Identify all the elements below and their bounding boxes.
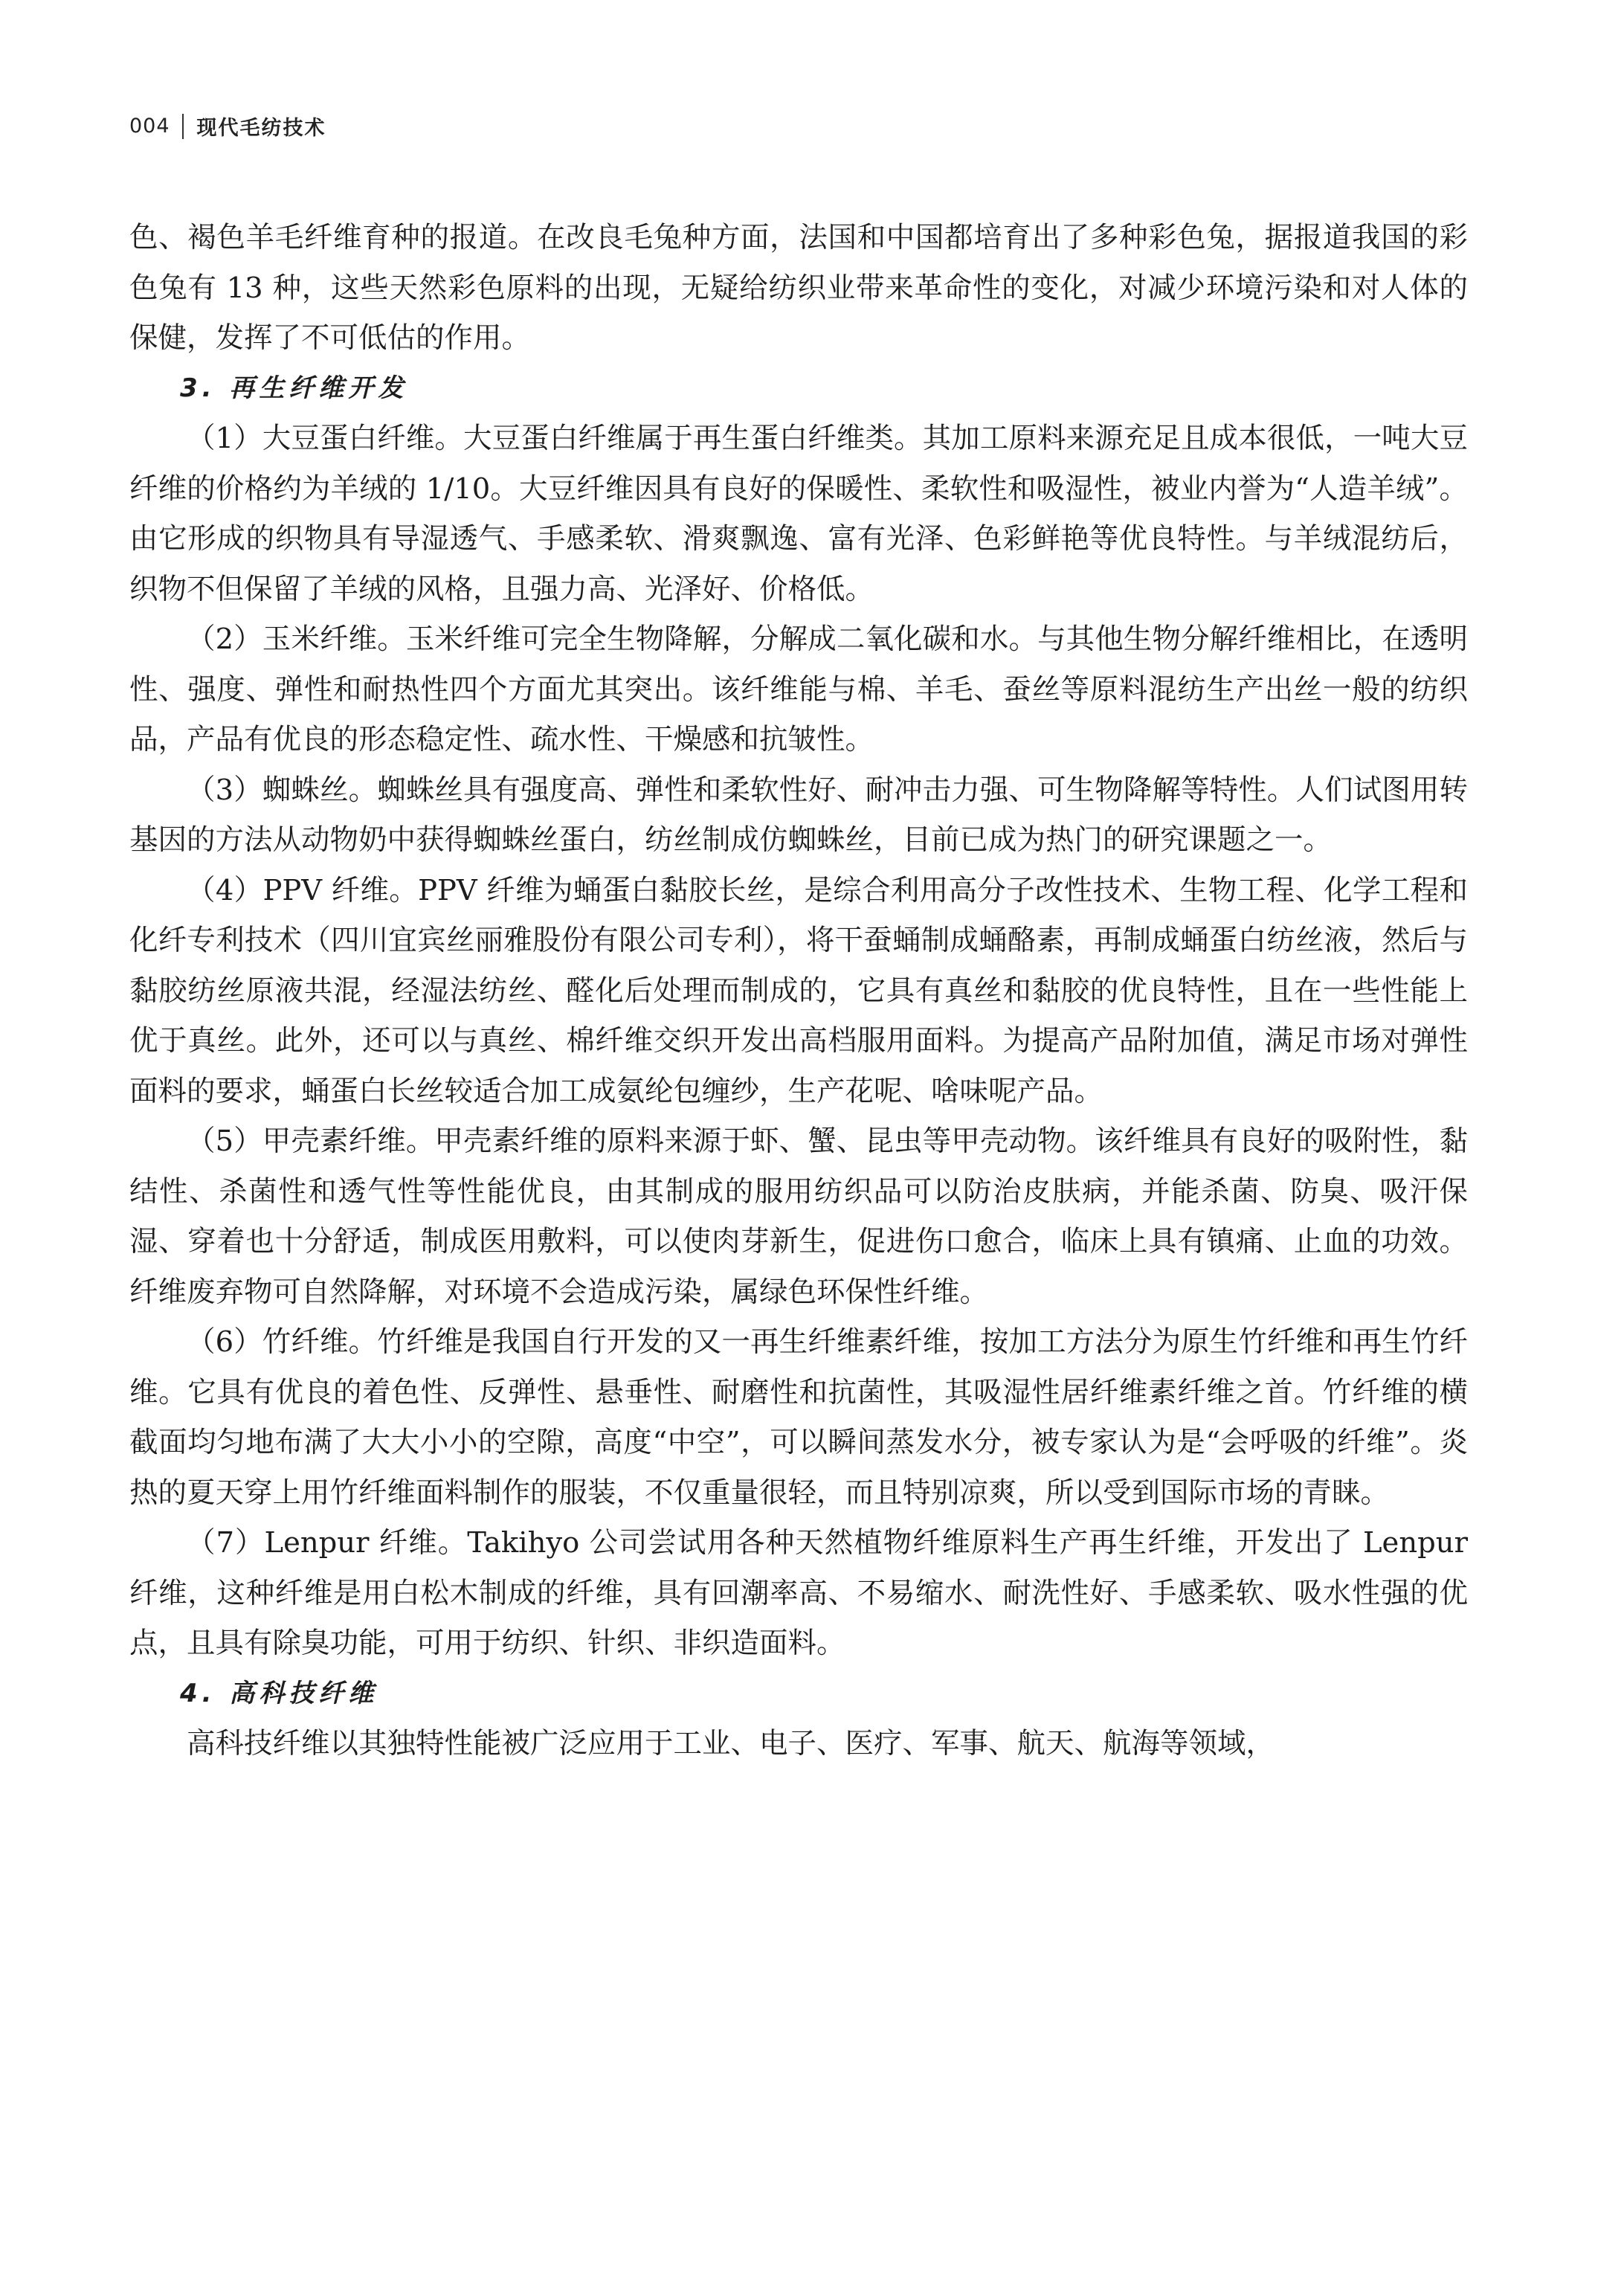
- book-title: 现代毛纺技术: [196, 117, 326, 140]
- section-heading-regenerated-fibers: 3. 再生纤维开发: [180, 373, 408, 403]
- paragraph-lenpur-fiber: （7）Lenpur 纤维。Takihyo 公司尝试用各种天然植物纤维原料生产再生纤维，开发出了 Lenpur 纤维，这种纤维是用白松木制成的纤维，具有回潮率高、不易缩水、耐洗性好、手感柔软、吸水性强的优点，且具有除臭功能，可用于纺织、针织、非织造面料。: [129, 1526, 1468, 1660]
- paragraph-bamboo-fiber: （6）竹纤维。竹纤维是我国自行开发的又一再生纤维素纤维，按加工方法分为原生竹纤维和再生竹纤维。它具有优良的着色性、反弹性、悬垂性、耐磨性和抗菌性，其吸湿性居纤维素纤维之首。竹纤维的横截面均匀地布满了大大小小的空隙，高度“中空”，可以瞬间蒸发水分，被专家认为是“会呼吸的纤维”。炎热的夏天穿上用竹纤维面料制作的服装，不仅重量很轻，而且特别凉爽，所以受到国际市场的青睐。: [129, 1325, 1468, 1510]
- paragraph-spider-silk: （3）蜘蛛丝。蜘蛛丝具有强度高、弹性和柔软性好、耐冲击力强、可生物降解等特性。人们试图用转基因的方法从动物奶中获得蜘蛛丝蛋白，纺丝制成仿蜘蛛丝，目前已成为热门的研究课题之一。: [129, 773, 1468, 857]
- paragraph-chitin-fiber: （5）甲壳素纤维。甲壳素纤维的原料来源于虾、蟹、昆虫等甲壳动物。该纤维具有良好的吸附性，黏结性、杀菌性和透气性等性能优良，由其制成的服用纺织品可以防治皮肤病，并能杀菌、防臭、吸汗保湿、穿着也十分舒适，制成医用敷料，可以使肉芽新生，促进伤口愈合，临床上具有镇痛、止血的功效。纤维废弃物可自然降解，对环境不会造成污染，属绿色环保性纤维。: [129, 1125, 1468, 1309]
- page-number: 004: [129, 115, 170, 138]
- paragraph-corn-fiber: （2）玉米纤维。玉米纤维可完全生物降解，分解成二氧化碳和水。与其他生物分解纤维相比，在透明性、强度、弹性和耐热性四个方面尤其突出。该纤维能与棉、羊毛、蚕丝等原料混纺生产出丝一般的纺织品，产品有优良的形态稳定性、疏水性、干燥感和抗皱性。: [129, 623, 1468, 756]
- header-divider: [182, 114, 184, 139]
- paragraph-high-tech-intro: 高科技纤维以其独特性能被广泛应用于工业、电子、医疗、军事、航天、航海等领域，: [187, 1727, 1275, 1760]
- running-head: [129, 112, 326, 141]
- section-heading-high-tech-fibers: 4. 高科技纤维: [180, 1678, 378, 1708]
- paragraph-continuation: 色、褐色羊毛纤维育种的报道。在改良毛兔种方面，法国和中国都培育出了多种彩色兔，据报道我国的彩色兔有 13 种，这些天然彩色原料的出现，无疑给纺织业带来革命性的变化，对减少环境污染和对人体的保健，发挥了不可低估的作用。: [129, 221, 1468, 355]
- page-body: [129, 213, 1468, 1769]
- paragraph-soy-protein-fiber: （1）大豆蛋白纤维。大豆蛋白纤维属于再生蛋白纤维类。其加工原料来源充足且成本很低，一吨大豆纤维的价格约为羊绒的 1/10。大豆纤维因具有良好的保暖性、柔软性和吸湿性，被业内誉为“人造羊绒”。由它形成的织物具有导湿透气、手感柔软、滑爽飘逸、富有光泽、色彩鲜艳等优良特性。与羊绒混纺后，织物不但保留了羊绒的风格，且强力高、光泽好、价格低。: [129, 422, 1468, 606]
- paragraph-ppv-fiber: （4）PPV 纤维。PPV 纤维为蛹蛋白黏胶长丝，是综合利用高分子改性技术、生物工程、化学工程和化纤专利技术（四川宜宾丝丽雅股份有限公司专利），将干蚕蛹制成蛹酪素，再制成蛹蛋白纺丝液，然后与黏胶纺丝原液共混，经湿法纺丝、醛化后处理而制成的，它具有真丝和黏胶的优良特性，且在一些性能上优于真丝。此外，还可以与真丝、棉纤维交织开发出高档服用面料。为提高产品附加值，满足市场对弹性面料的要求，蛹蛋白长丝较适合加工成氨纶包缠纱，生产花呢、啥味呢产品。: [129, 873, 1468, 1108]
